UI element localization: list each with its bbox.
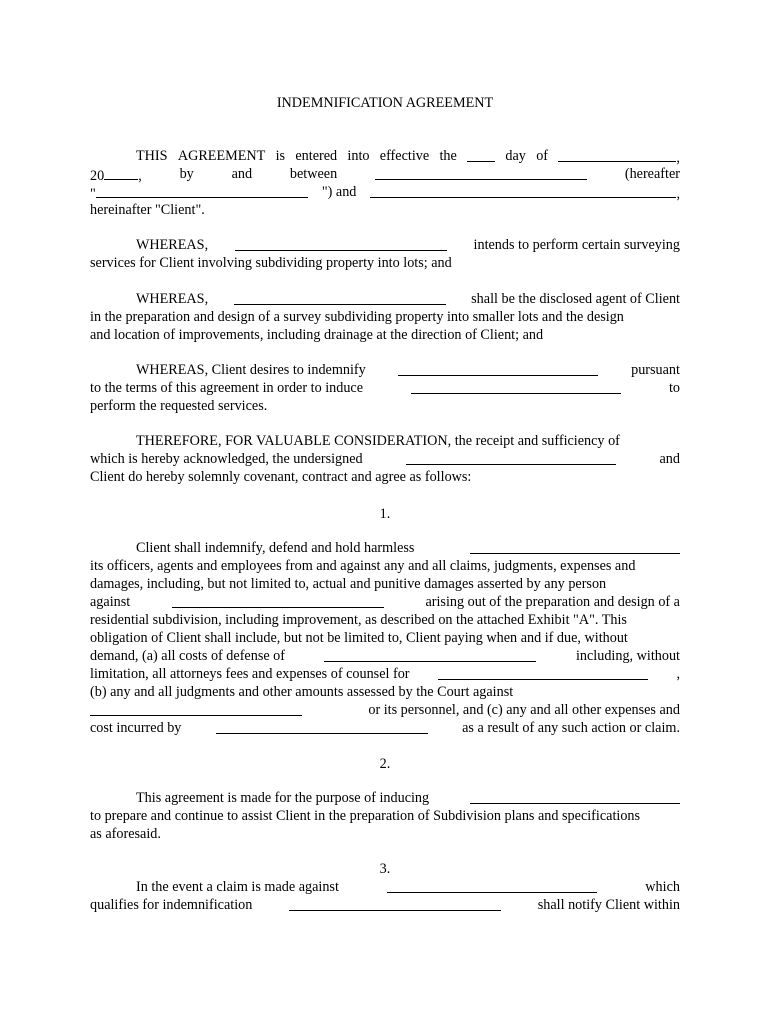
section-3-number: 3.	[379, 861, 391, 877]
whereas-paragraph-1: WHEREAS, intends to perform certain surveying services for Client involving subdividing property into lots; and	[90, 237, 680, 271]
section-1-paragraph: Client shall indemnify, defend and hold harmless its officers, agents and employees from and against any and all claims, judgments, expenses and damages, including, but not limited to, actual and punitive damages asserted by any person against arising out of the preparation and design of a residential subdivision, including improvement, as described on the attached Exhibit "A". This obligation of Client shall include, but not be limited to, Client paying when and if due, without demand, (a) all costs of defense of including, without limitation, all attorneys fees and expenses of counsel for , (b) any and all judgments and other amounts assessed by the Court against or its personnel, and (c) any and all other expenses and cost incurred by as a result of any such action or claim.	[90, 540, 680, 736]
cost-incurred-blank[interactable]	[216, 719, 428, 734]
whereas-paragraph-2: WHEREAS, shall be the disclosed agent of Client in the preparation and design of a survey subdividing property into smaller lots and the design and location of improvements, including drainage at the direction of Client; and	[90, 291, 680, 343]
intro-line-2: 20 , by and between (hereafter	[90, 166, 680, 184]
claim-against-blank[interactable]	[387, 878, 597, 893]
month-blank[interactable]	[558, 147, 676, 162]
day-blank[interactable]	[467, 147, 495, 162]
short-name-blank[interactable]	[96, 183, 308, 198]
intro-line-3: " ") and ,	[90, 184, 680, 202]
party-blank[interactable]	[375, 165, 587, 180]
whereas-2-blank[interactable]	[234, 290, 446, 305]
whereas-3-blank-2[interactable]	[411, 379, 621, 394]
client-name-blank[interactable]	[370, 183, 676, 198]
intro-line-1: THIS AGREEMENT is entered into effective the day of ,	[136, 148, 680, 166]
intro-line-4: hereinafter "Client".	[90, 202, 205, 218]
counsel-for-blank[interactable]	[438, 665, 648, 680]
indemnitee-blank[interactable]	[470, 539, 680, 554]
defense-of-blank[interactable]	[324, 647, 536, 662]
section-2-number: 2.	[379, 756, 391, 772]
undersigned-blank[interactable]	[406, 450, 616, 465]
whereas-1-blank[interactable]	[235, 236, 447, 251]
intro-paragraph	[90, 147, 680, 219]
year-blank[interactable]	[104, 165, 138, 180]
section-1-number: 1.	[379, 506, 391, 522]
whereas-3-blank-1[interactable]	[398, 361, 598, 376]
section-3-paragraph: In the event a claim is made against which qualifies for indemnification shall notify Client within	[90, 879, 680, 913]
document-title: INDEMNIFICATION AGREEMENT	[276, 95, 494, 111]
against-blank[interactable]	[172, 593, 384, 608]
whereas-paragraph-3: WHEREAS, Client desires to indemnify pursuant to the terms of this agreement in order to induce to perform the requested services.	[90, 362, 680, 414]
court-against-blank[interactable]	[90, 701, 302, 716]
therefore-paragraph: THEREFORE, FOR VALUABLE CONSIDERATION, the receipt and sufficiency of which is hereby acknowledged, the undersigned and Client do hereby solemnly covenant, contract and agree as follows:	[90, 433, 680, 485]
section-2-paragraph: This agreement is made for the purpose of inducing to prepare and continue to assist Client in the preparation of Subdivision plans and specifications as aforesaid.	[90, 789, 680, 843]
inducing-blank[interactable]	[470, 789, 680, 804]
indemnification-blank[interactable]	[289, 896, 501, 911]
